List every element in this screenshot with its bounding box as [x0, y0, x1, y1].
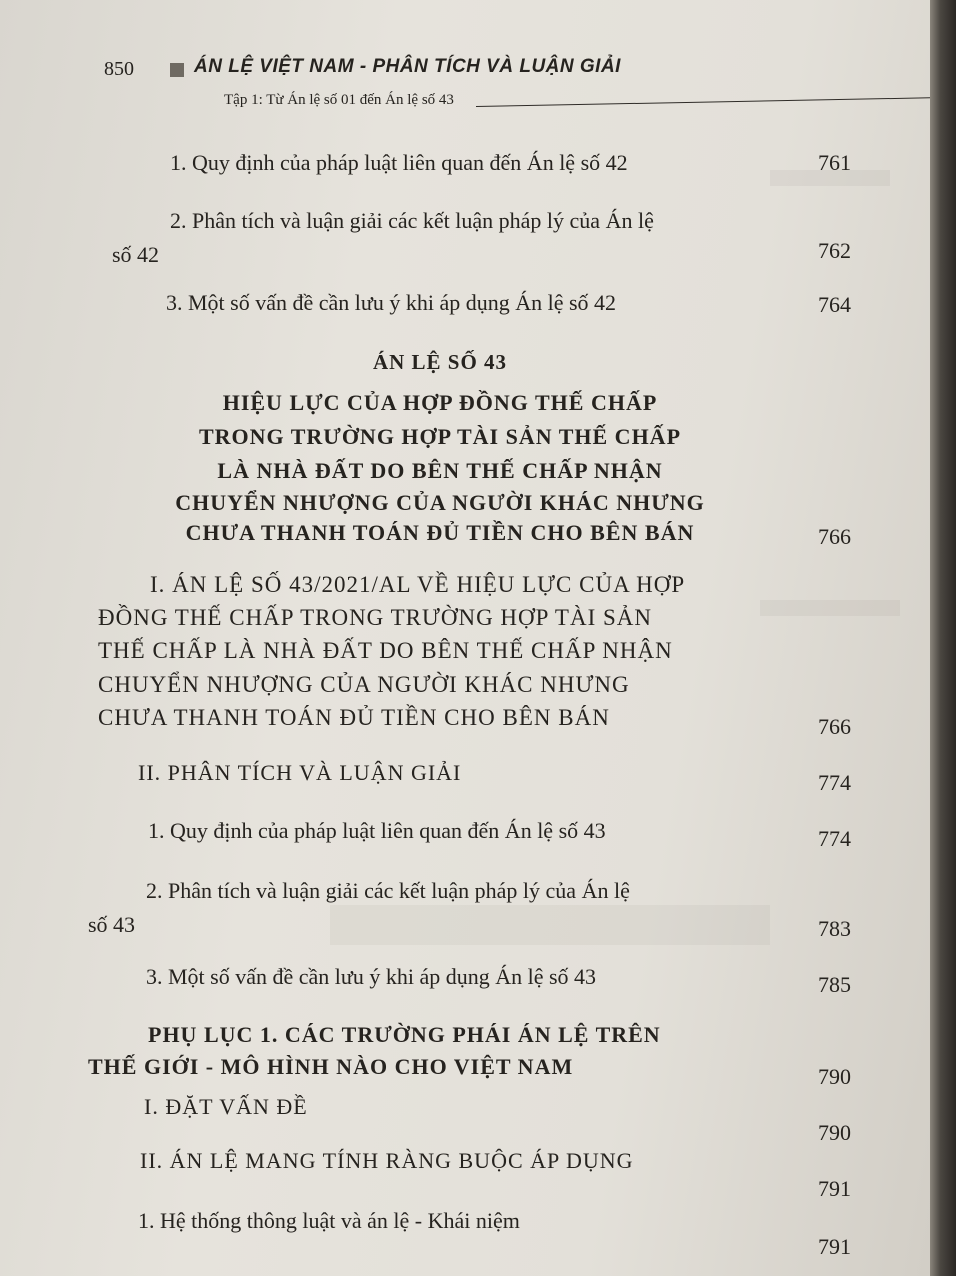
caps-line: THẾ CHẤP LÀ NHÀ ĐẤT DO BÊN THẾ CHẤP NHẬN — [98, 638, 673, 663]
toc-page-number: 774 — [818, 770, 851, 795]
heading-line: CHUYỂN NHƯỢNG CỦA NGƯỜI KHÁC NHƯNG — [175, 490, 705, 515]
toc-entry-text: II. ÁN LỆ MANG TÍNH RÀNG BUỘC ÁP DỤNG — [140, 1148, 634, 1173]
toc-entry-continuation: số 43 — [88, 912, 136, 937]
toc-page-number: 766 — [818, 714, 851, 739]
heading-line: HIỆU LỰC CỦA HỢP ĐỒNG THẾ CHẤP — [222, 390, 658, 415]
heading-line: LÀ NHÀ ĐẤT DO BÊN THẾ CHẤP NHẬN — [217, 458, 663, 483]
toc-page-number: 791 — [818, 1234, 851, 1259]
toc-entry-text: 1. Quy định của pháp luật liên quan đến Án lệ số 42 — [170, 150, 628, 175]
toc-page-number: 764 — [818, 292, 851, 317]
toc-page-number: 790 — [818, 1120, 851, 1145]
square-bullet-icon — [170, 63, 184, 77]
toc-page-number: 761 — [818, 150, 851, 175]
toc-page-number: 783 — [818, 916, 851, 941]
header-rule — [476, 96, 930, 107]
running-header — [104, 48, 864, 118]
toc-entry-text: 2. Phân tích và luận giải các kết luận pháp lý của Án lệ — [146, 878, 630, 903]
book-title: ÁN LỆ VIỆT NAM - PHÂN TÍCH VÀ LUẬN GIẢI — [194, 56, 621, 77]
toc-page-number: 790 — [818, 1064, 851, 1089]
show-through-mark — [760, 600, 900, 616]
page-number: 850 — [104, 58, 134, 80]
caps-line: CHƯA THANH TOÁN ĐỦ TIỀN CHO BÊN BÁN — [98, 705, 610, 730]
book-edge — [930, 0, 956, 1276]
section-heading: ÁN LỆ SỐ 43 — [372, 350, 508, 374]
heading-line: TRONG TRƯỜNG HỢP TÀI SẢN THẾ CHẤP — [198, 424, 682, 449]
show-through-mark — [330, 905, 770, 945]
volume-subtitle: Tập 1: Từ Án lệ số 01 đến Án lệ số 43 — [224, 92, 454, 108]
toc-entry-text: 1. Quy định của pháp luật liên quan đến Án lệ số 43 — [148, 818, 606, 843]
toc-entry-text: 2. Phân tích và luận giải các kết luận pháp lý của Án lệ — [170, 208, 654, 233]
caps-line: ĐỒNG THẾ CHẤP TRONG TRƯỜNG HỢP TÀI SẢN — [98, 605, 653, 630]
caps-line: CHUYỂN NHƯỢNG CỦA NGƯỜI KHÁC NHƯNG — [98, 672, 630, 697]
appendix-heading-line: THẾ GIỚI - MÔ HÌNH NÀO CHO VIỆT NAM — [88, 1054, 574, 1079]
heading-line: CHƯA THANH TOÁN ĐỦ TIỀN CHO BÊN BÁN — [185, 520, 695, 545]
toc-entry-text: II. PHÂN TÍCH VÀ LUẬN GIẢI — [138, 760, 462, 785]
toc-page-number: 762 — [818, 238, 851, 263]
toc-page-number: 785 — [818, 972, 851, 997]
toc-page-number: 766 — [818, 524, 851, 549]
toc-page-number: 791 — [818, 1176, 851, 1201]
appendix-heading-line: PHỤ LỤC 1. CÁC TRƯỜNG PHÁI ÁN LỆ TRÊN — [148, 1022, 661, 1047]
toc-entry-text: I. ĐẶT VẤN ĐỀ — [144, 1094, 308, 1119]
toc-entry-text: 1. Hệ thống thông luật và án lệ - Khái niệm — [138, 1208, 520, 1233]
caps-line: I. ÁN LỆ SỐ 43/2021/AL VỀ HIỆU LỰC CỦA HỢP — [150, 572, 686, 597]
toc-entry-continuation: số 42 — [112, 242, 160, 267]
toc-entry-text: 3. Một số vấn đề cần lưu ý khi áp dụng Án lệ số 42 — [166, 290, 617, 315]
toc-entry-text: 3. Một số vấn đề cần lưu ý khi áp dụng Án lệ số 43 — [146, 964, 597, 989]
toc-page-number: 774 — [818, 826, 851, 851]
